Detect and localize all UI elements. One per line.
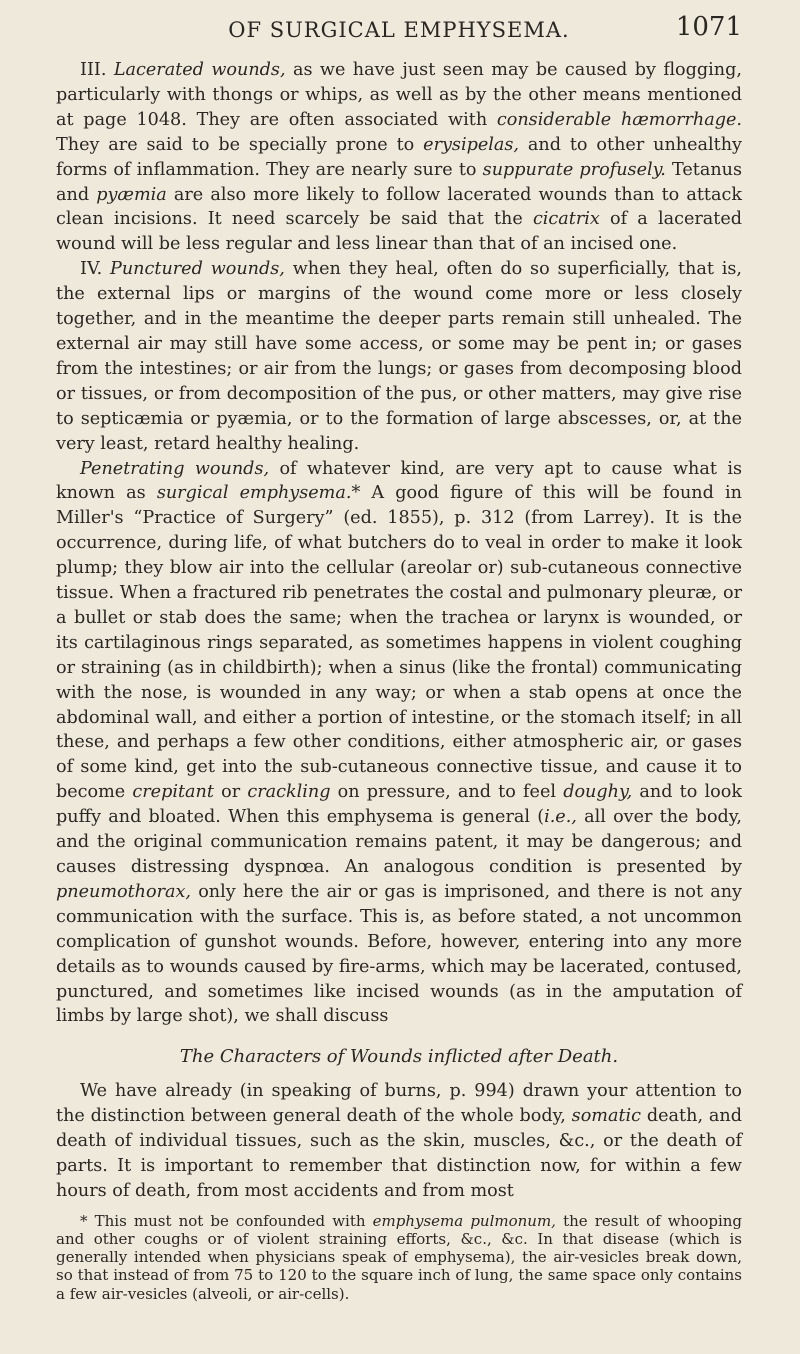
text-run: when they heal, often do so superficially, that is, the external lips or margins of the wound come more or less closely together, and in the meantime the deeper parts remain still unhealed. The external air may still have some access, or some may be pent in; or gases from the intestines; or air from the lungs; or gases from decomposing blood or tissues, or from decomposition of the pus, or other matters, may give rise to septicæmia or pyæmia, or to the formation of large abscesses, or, at the very least, retard healthy healing. <box>56 259 743 454</box>
italic-run: suppurate profusely. <box>482 159 666 180</box>
text-run: death, and death of individual tissues, such as the skin, muscles, &c., or the death of parts. It is important to remember that distinction now, for within a few hours of death, from most accidents and from most <box>56 1106 742 1201</box>
italic-run: i.e., <box>544 807 577 828</box>
text-run: as we have just seen may be caused by flogging, particularly with thongs or whips, as well as by the other means mentioned at page 1048. They are often associated with <box>56 60 742 130</box>
italic-run: erysipelas, <box>423 134 519 155</box>
italic-run: pneumothorax, <box>56 881 192 902</box>
paragraph-penetrating-wounds <box>56 457 742 1030</box>
text-run: * This must not be confounded with <box>80 1211 373 1230</box>
section-heading: The Characters of Wounds inflicted after Death. <box>179 1046 619 1068</box>
italic-run: doughy, <box>563 782 633 803</box>
text-run: the result of whooping and other coughs or of violent straining efforts, &c., &c. In that disease (which is generally intended when physicians speak of emphysema), the air-vesicles break down, so that instead of from 75 to 120 to the square inch of lung, the same space only contains a few air-vesicles (alveoli, or air-cells). <box>56 1211 743 1303</box>
paragraph-somatic-death <box>56 1079 742 1204</box>
text-run: IV. <box>80 259 111 280</box>
paragraph-lacerated-wounds <box>56 58 742 257</box>
text-run: Tetanus and <box>56 159 743 205</box>
paragraph-punctured-wounds <box>56 257 742 456</box>
text-run: are also more likely to follow lacerated wounds than to attack clean incisions. It need scarcely be said that the <box>56 184 742 230</box>
text-run: of whatever kind, are very apt to cause what is known as <box>56 458 742 504</box>
italic-run: cicatrix <box>532 209 600 230</box>
italic-run: surgical emphysema. <box>156 483 352 504</box>
italic-run: Punctured wounds, <box>110 259 285 280</box>
text-run: They are said to be specially prone to <box>56 134 424 155</box>
italic-run: crepitant <box>132 782 214 803</box>
text-run: only here the air or gas is imprisoned, and there is not any communication with the surface. This is, as before stated, a not uncommon complication of gunshot wounds. Before, however, entering into any more details as to wounds caused by fire-arms, which may be lacerated, contused, punctured, and sometimes like incised wounds (as in the amputation of limbs by large shot), we shall discuss <box>56 881 742 1027</box>
page-number: 1071 <box>675 12 742 42</box>
text-run: and to other unhealthy forms of inflammation. They are nearly sure to <box>56 134 742 180</box>
footnote-text <box>56 1212 742 1303</box>
main-text <box>56 58 742 1303</box>
italic-run: Penetrating wounds, <box>80 458 270 479</box>
text-run: We have already (in speaking of burns, p. 994) drawn your attention to the distinction between general death of the whole body, <box>56 1081 742 1127</box>
italic-run: Lacerated wounds, <box>113 60 286 80</box>
italic-run: emphysema pulmonum, <box>372 1211 556 1230</box>
italic-run: considerable hæmorrhage. <box>496 109 742 130</box>
italic-run: pyæmia <box>96 184 167 205</box>
text-run: on pressure, and to feel <box>330 782 564 803</box>
running-title: OF SURGICAL EMPHYSEMA. <box>228 18 570 42</box>
text-run: * A good figure of this will be found in Miller's “Practice of Surgery” (ed. 1855), p. 312 (from Larrey). It is the occurrence, during life, of what butchers do to veal in order to make it look plump; they blow air into the cellular (areolar or) sub-cutaneous connective tissue. When a fractured rib penetrates the costal and pulmonary pleuræ, or a bullet or stab does the same; when the trachea or larynx is wounded, or its cartilaginous rings separated, as sometimes happens in violent coughing or straining (as in childbirth); when a sinus (like the frontal) communicating with the nose, is wounded in any way; or when a stab opens at once the abdominal wall, and either a portion of intestine, or the stomach itself; in all these, and perhaps a few other conditions, either atmospheric air, or gases of some kind, get into the sub-cutaneous connective tissue, and cause it to become <box>56 483 742 803</box>
text-run: and to look puffy and bloated. When this emphysema is general ( <box>56 782 742 828</box>
text-run: III. <box>80 60 114 80</box>
text-run: or <box>213 782 248 803</box>
italic-run: crackling <box>247 782 331 803</box>
footnote <box>56 1212 742 1303</box>
text-run: of a lacerated wound will be less regular and less linear than that of an incised one. <box>56 209 742 255</box>
italic-run: somatic <box>571 1106 642 1127</box>
page-header <box>56 8 742 48</box>
text-run: all over the body, and the original communication remains patent, it may be dangerous; and causes distressing dyspnœa. An analogous condition is presented by <box>56 807 742 877</box>
